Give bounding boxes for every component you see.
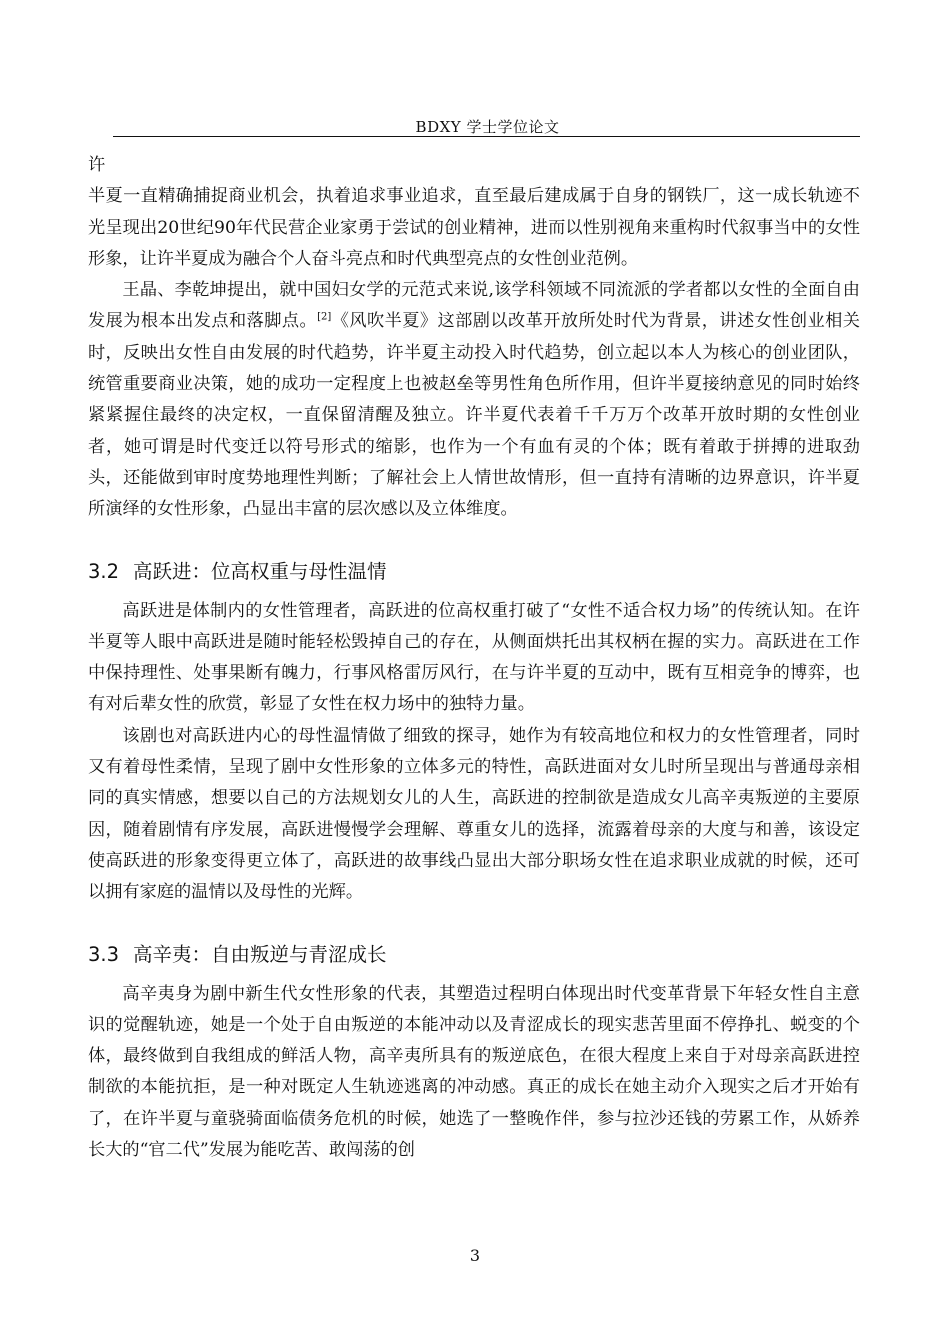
paragraph-text-after-ref: 《风吹半夏》这部剧以改革开放所处时代为背景，讲述女性创业相关时，反映出女性自由发展的时代趋势，许半夏主动投入时代趋势，创立起以本人为核心的创业团队，统管重要商业决策，她的成功一定程度上也被赵垒等男性角色所作用，但许半夏接纳意见的同时始终紧紧握住最终的决定权，一直保留清醒及独立。许半夏代表着千千万万个改革开放时期的女性创业者，她可谓是时代变迁以符号形式的缩影，也作为一个有血有灵的个体；既有着敢于拼搏的进取劲头，还能做到审时度势地理性判断；了解社会上人情世故情形，但一直持有清晰的边界意识，许半夏所演绎的女性形象，凸显出丰富的层次感以及立体维度。 [88, 311, 860, 520]
paragraph-gao-xinyi-growth: 高辛夷身为剧中新生代女性形象的代表，其塑造过程明白体现出时代变革背景下年轻女性自主意识的觉醒轨迹，她是一个处于自由叛逆的本能冲动以及青涩成长的现实悲苦里面不停挣扎、蜕变的个体，最终做到自我组成的鲜活人物，高辛夷所具有的叛逆底色，在很大程度上来自于对母亲高跃进控制欲的本能抗拒，是一种对既定人生轨迹逃离的冲动感。真正的成长在她主动介入现实之后才开始有了，在许半夏与童骁骑面临债务危机的时候，她选了一整晚作伴，参与拉沙还钱的劳累工作，从娇养长大的“官二代”发展为能吃苦、敢闯荡的创 [88, 983, 860, 1161]
section-heading-3-3 [88, 935, 860, 975]
running-header: BDXY 学士学位论文 [415, 118, 560, 136]
page-number: 3 [469, 1246, 481, 1265]
header-rule [113, 136, 860, 137]
top-fragment: 许 [88, 155, 106, 175]
section-title: 高辛夷：自由叛逆与青涩成长 [133, 942, 387, 966]
section-number: 3.3 [88, 942, 120, 966]
citation-ref: [2] [317, 311, 332, 323]
page-body [88, 150, 860, 1166]
paragraph-xu-banxia-growth: 半夏一直精确捕捉商业机会，执着追求事业追求，直至最后建成属于自身的钢铁厂，这一成长轨迹不光呈现出20世纪90年代民营企业家勇于尝试的创业精神，进而以性别视角来重构时代叙事当中的女性形象，让许半夏成为融合个人奋斗亮点和时代典型亮点的女性创业范例。 [88, 186, 860, 269]
paragraph-women-development [88, 275, 860, 525]
paragraph-text-before-ref: 王晶、李乾坤提出，就中国妇女学的元范式来说,该学科领域不同流派的学者都以女性的全面自由发展为根本出发点和落脚点。 [88, 280, 860, 332]
section-title: 高跃进：位高权重与母性温情 [133, 559, 387, 583]
section-number: 3.2 [88, 559, 120, 583]
section-heading-3-2 [88, 552, 860, 592]
paragraph-gao-yuejin-power: 高跃进是体制内的女性管理者，高跃进的位高权重打破了“女性不适合权力场”的传统认知。在许半夏等人眼中高跃进是随时能轻松毁掉自己的存在，从侧面烘托出其权柄在握的实力。高跃进在工作中保持理性、处事果断有魄力，行事风格雷厉风行，在与许半夏的互动中，既有互相竞争的博弈，也有对后辈女性的欣赏，彰显了女性在权力场中的独特力量。 [88, 600, 860, 715]
paragraph-gao-yuejin-motherhood: 该剧也对高跃进内心的母性温情做了细致的探寻，她作为有较高地位和权力的女性管理者，同时又有着母性柔情，呈现了剧中女性形象的立体多元的特性，高跃进面对女儿时所呈现出与普通母亲相同的真实情感，想要以自己的方法规划女儿的人生，高跃进的控制欲是造成女儿高辛夷叛逆的主要原因，随着剧情有序发展，高跃进慢慢学会理解、尊重女儿的选择，流露着母亲的大度与和善，该设定使高跃进的形象变得更立体了，高跃进的故事线凸显出大部分职场女性在追求职业成就的时候，还可以拥有家庭的温情以及母性的光辉。 [88, 725, 860, 903]
